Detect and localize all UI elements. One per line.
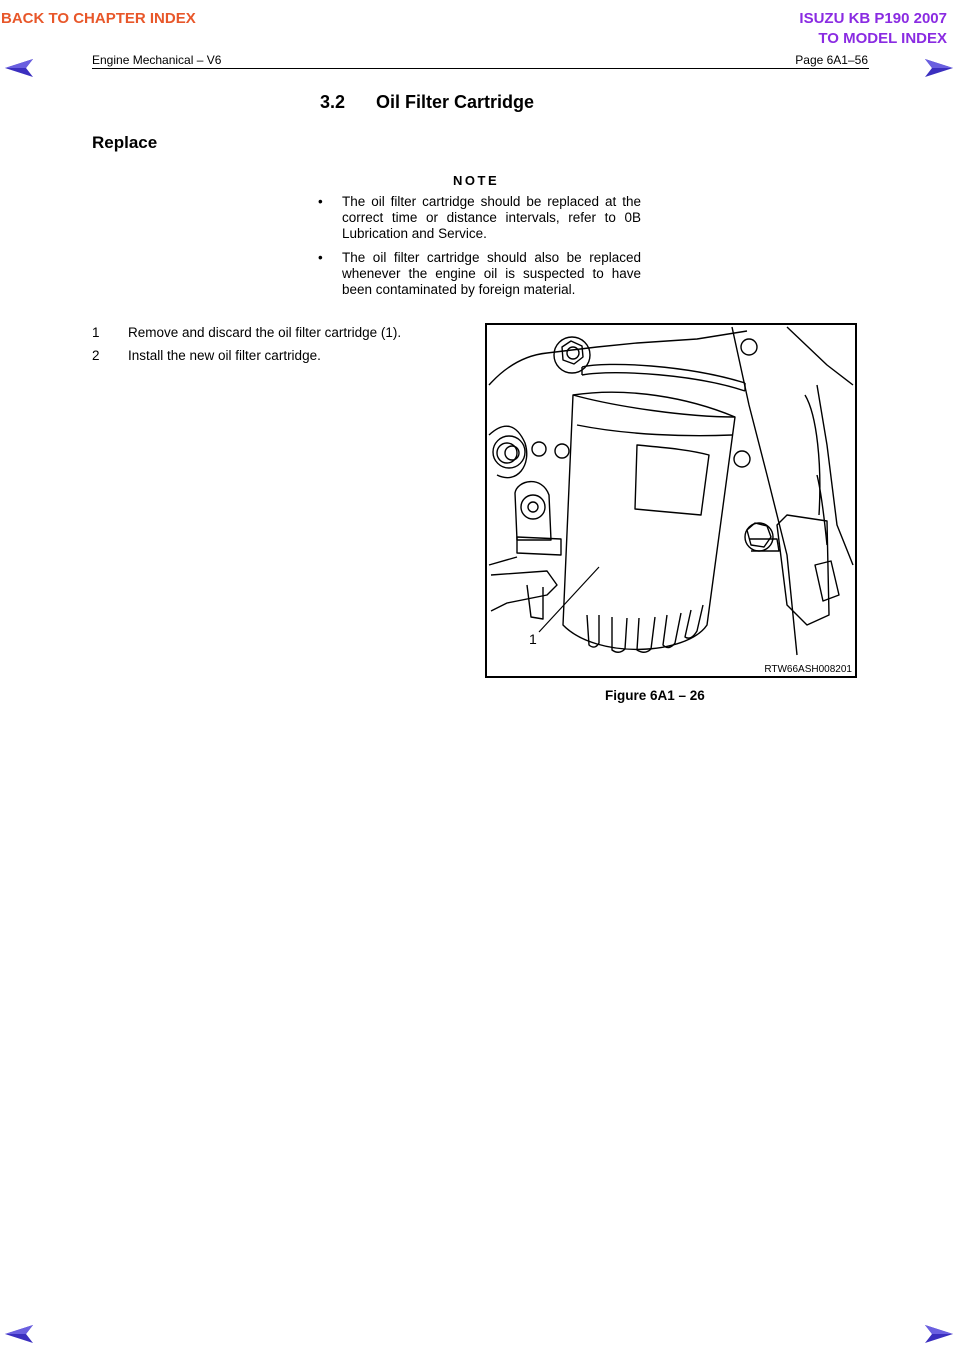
header-page-number: Page 6A1–56 <box>795 53 868 67</box>
figure-code: RTW66ASH008201 <box>764 664 852 675</box>
procedure-step <box>92 348 321 363</box>
step-text: Install the new oil filter cartridge. <box>128 348 321 363</box>
to-model-index-link[interactable]: TO MODEL INDEX <box>818 30 947 47</box>
note-bullet-item <box>318 250 641 298</box>
oil-filter-illustration <box>487 325 855 676</box>
note-bullet-text: The oil filter cartridge should be replaced at the correct time or distance intervals, refer to 0B Lubrication and Service. <box>342 194 641 241</box>
section-title: Oil Filter Cartridge <box>376 92 535 112</box>
bullet-icon: • <box>318 194 323 209</box>
step-text: Remove and discard the oil filter cartridge (1). <box>128 325 402 340</box>
oil-filter-figure <box>485 323 857 678</box>
header-divider <box>92 68 869 69</box>
back-to-chapter-index-link[interactable]: BACK TO CHAPTER INDEX <box>1 10 196 27</box>
note-bullet-item <box>318 194 641 242</box>
section-heading <box>320 92 534 113</box>
step-number: 2 <box>92 348 100 363</box>
header-section-name: Engine Mechanical – V6 <box>92 53 222 67</box>
next-page-bottom-arrow-icon[interactable] <box>924 1324 954 1344</box>
next-page-arrow-icon[interactable] <box>924 58 954 78</box>
note-title: NOTE <box>453 173 500 188</box>
model-title-link[interactable]: ISUZU KB P190 2007 <box>799 10 947 27</box>
figure-callout-1: 1 <box>529 631 537 647</box>
bullet-icon: • <box>318 250 323 265</box>
step-number: 1 <box>92 325 100 340</box>
section-number: 3.2 <box>320 92 346 112</box>
note-bullet-text: The oil filter cartridge should also be replaced whenever the engine oil is suspected to have been contaminated by foreign material. <box>342 250 641 297</box>
subsection-heading: Replace <box>92 133 158 152</box>
procedure-step <box>92 325 401 340</box>
prev-page-arrow-icon[interactable] <box>4 58 34 78</box>
figure-caption: Figure 6A1 – 26 <box>605 688 705 703</box>
prev-page-bottom-arrow-icon[interactable] <box>4 1324 34 1344</box>
